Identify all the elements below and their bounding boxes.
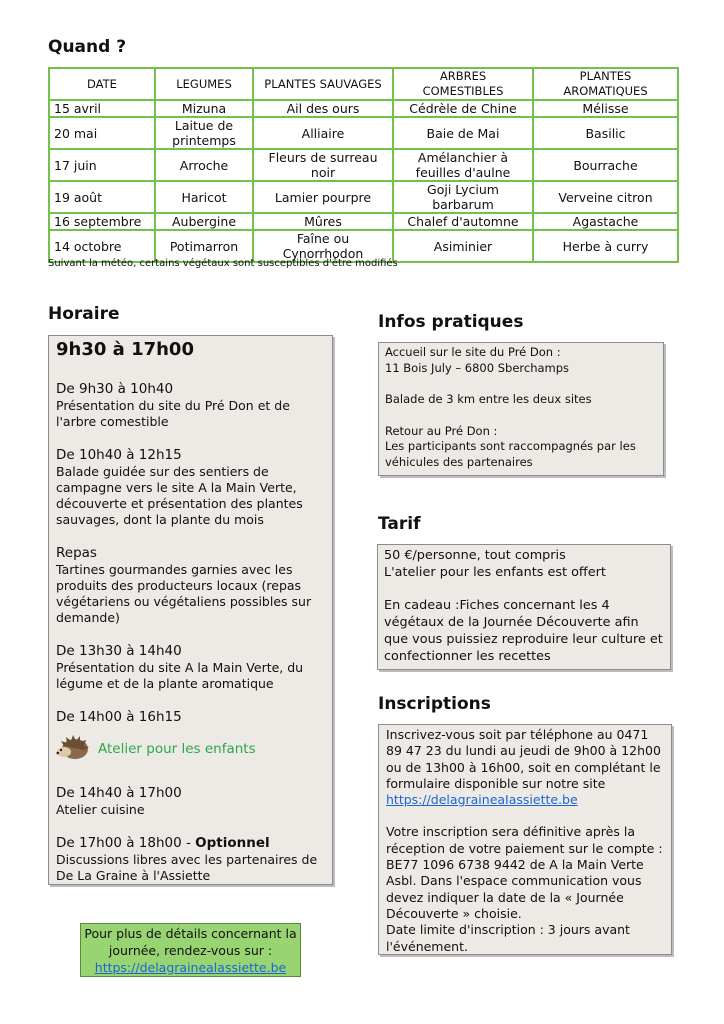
cell-aromatique: Herbe à curry [533,230,678,262]
horaire-headline: 9h30 à 17h00 [56,339,194,360]
horaire-block [56,784,325,818]
inscriptions-box [378,724,672,955]
horaire-block [56,380,325,430]
header-legumes: LEGUMES [155,68,253,100]
cell-plante-sauvage: Fleurs de surreau noir [253,149,393,181]
cell-arbre: Chalef d'automne [393,213,533,230]
tarif-title: Tarif [378,514,421,534]
optional-label: Optionnel [195,835,270,851]
block-text: Présentation du site du Pré Don et de l'arbre comestible [56,398,290,429]
cell-plante-sauvage: Faîne ou Cynorrhodon [253,230,393,262]
more-info-text: Pour plus de détails concernant la journée, rendez-vous sur : [84,926,297,958]
block-time: Repas [56,545,97,561]
cell-plante-sauvage: Mûres [253,213,393,230]
table-row [49,100,678,117]
cell-date: 14 octobre [49,230,155,262]
cell-aromatique: Basilic [533,117,678,149]
cell-legume: Haricot [155,181,253,213]
block-text: Discussions libres avec les partenaires de De La Graine à l'Assiette [56,852,318,883]
table-note: Suivant la météo, certains végétaux sont susceptibles d'être modifiés [48,258,398,269]
horaire-title: Horaire [48,304,120,324]
infos-line: Les participants sont raccompagnés par les véhicules des partenaires [385,439,636,469]
more-info-box [80,923,301,977]
inscriptions-text: Votre inscription sera définitive après la réception de votre paiement sur le compte : BE77 1096 6738 9442 de A la Main Verte Asbl. Dans l'espace communication vous devez indiquer la date de la « Journée Découverte » choisie. [386,824,663,921]
tarif-box [377,544,671,670]
table-header-row [49,68,678,100]
cell-arbre: Amélanchier à feuilles d'aulne [393,149,533,181]
tarif-line: L'atelier pour les enfants est offert [384,565,606,580]
cell-aromatique: Agastache [533,213,678,230]
horaire-box [48,335,333,885]
website-link[interactable]: https://delagraineaIassiette.be [386,792,578,808]
horaire-block [56,642,325,692]
horaire-block [56,834,325,884]
cell-arbre: Goji Lycium barbarum [393,181,533,213]
cell-arbre: Cédrèle de Chine [393,100,533,117]
cell-date: 20 mai [49,117,155,149]
block-time: De 17h00 à 18h00 - [56,835,196,851]
block-text: Balade guidée sur des sentiers de campagne vers le site A la Main Verte, découverte et présentation des plantes sauvages, dont la plante du mois [56,464,303,527]
block-text: Présentation du site A la Main Verte, du légume et de la plante aromatique [56,660,304,691]
table-row [49,213,678,230]
infos-address: 11 Bois July – 6800 Sberchamps [385,360,570,375]
more-info-link[interactable]: https://delagrainealassiette.be [94,960,287,975]
cell-plante-sauvage: Ail des ours [253,100,393,117]
cell-legume: Mizuna [155,100,253,117]
cell-plante-sauvage: Alliaire [253,117,393,149]
infos-line: Accueil sur le site du Pré Don : [385,345,561,359]
table-row [49,181,678,213]
inscriptions-text: Inscrivez-vous soit par téléphone au 0471 89 47 23 du lundi au jeudi de 9h00 à 12h00 ou de 13h00 à 16h00, soit en complétant le formulaire disponible sur notre site [386,727,661,791]
cell-date: 19 août [49,181,155,213]
kids-activity [56,732,325,766]
block-text: Atelier cuisine [56,802,145,817]
cell-date: 17 juin [49,149,155,181]
block-time: De 13h30 à 14h40 [56,643,182,659]
table-row [49,149,678,181]
cell-date: 16 septembre [49,213,155,230]
cell-legume: Arroche [155,149,253,181]
infos-box [378,342,664,476]
tarif-price: 50 €/personne, tout compris [384,548,566,563]
infos-line: Balade de 3 km entre les deux sites [385,392,592,406]
cell-arbre: Baie de Mai [393,117,533,149]
cell-legume: Laitue de printemps [155,117,253,149]
cell-plante-sauvage: Lamier pourpre [253,181,393,213]
table-row [49,117,678,149]
block-time: De 9h30 à 10h40 [56,381,174,397]
cell-aromatique: Verveine citron [533,181,678,213]
horaire-block [56,446,325,528]
cell-date: 15 avril [49,100,155,117]
cell-aromatique: Bourrache [533,149,678,181]
block-text: Tartines gourmandes garnies avec les produits des producteurs locaux (repas végétariens ou végétaliens possibles sur demande) [56,562,312,625]
quand-title: Quand ? [48,37,127,57]
infos-line: Retour au Pré Don : [385,423,498,438]
inscriptions-deadline: Date limite d'inscription : 3 jours avant l'événement. [386,922,630,954]
cell-aromatique: Mélisse [533,100,678,117]
horaire-block [56,544,325,626]
kids-activity-label: Atelier pour les enfants [98,741,256,757]
block-time: De 14h40 à 17h00 [56,785,182,801]
header-arbres-comestibles: ARBRES COMESTIBLES [393,68,533,100]
cell-arbre: Asiminier [393,230,533,262]
inscriptions-title: Inscriptions [378,694,491,714]
cell-legume: Potimarron [155,230,253,262]
infos-title: Infos pratiques [378,312,524,332]
block-time: De 10h40 à 12h15 [56,447,182,463]
schedule-table [48,67,679,263]
header-plantes-sauvages: PLANTES SAUVAGES [253,68,393,100]
header-date: DATE [49,68,155,100]
tarif-gift: En cadeau :Fiches concernant les 4 végétaux de la Journée Découverte afin que vous puissiez reproduire leur culture et confectionner les recettes [384,598,663,664]
hedgehog-icon [56,732,90,766]
horaire-block [56,708,325,766]
block-time: De 14h00 à 16h15 [56,709,182,725]
header-plantes-aromatiques: PLANTES AROMATIQUES [533,68,678,100]
cell-legume: Aubergine [155,213,253,230]
